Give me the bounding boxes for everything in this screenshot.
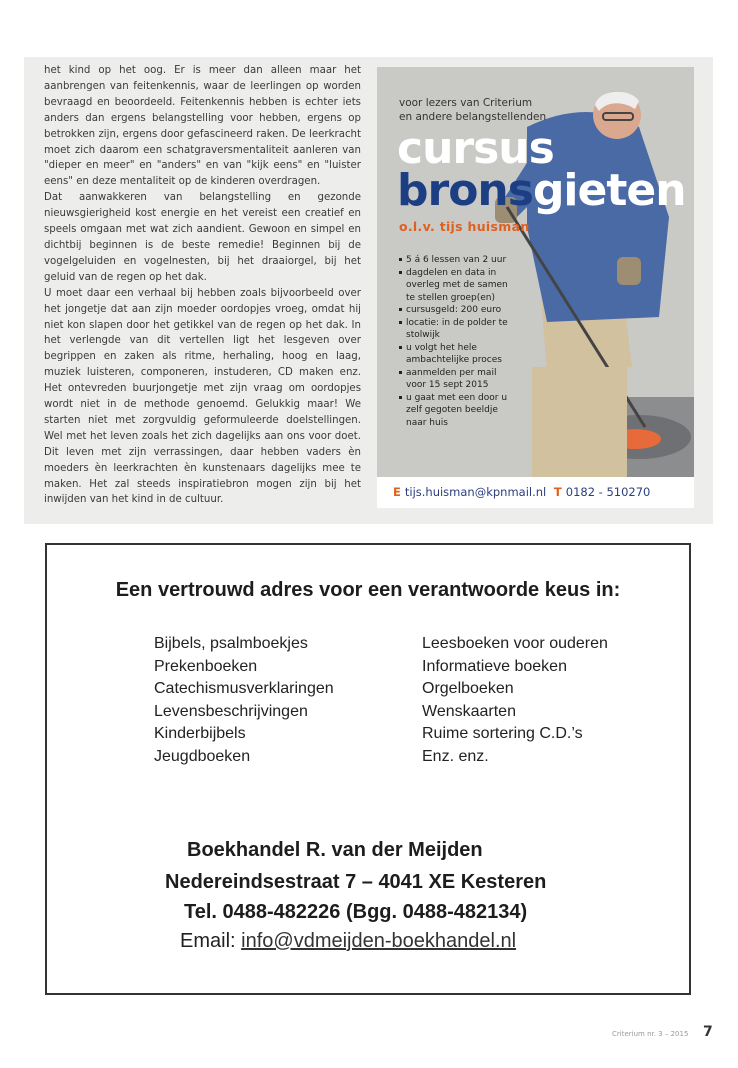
- list-item: Orgelboeken: [422, 680, 514, 697]
- article-paragraph: U moet daar een verhaal bij hebben zoals bijvoorbeeld over het jongetje dat aan zijn moeder oordopjes vroeg, omdat hij niet kon slapen door het getikkel van de regen op het dak. In het verlengde van dit vertellen ligt het lesgeven over begrippen en zaken als ritme, herhaling, hoog en laag, muziek luisteren, componeren, instuderen, CD maken enz. Het ontevreden buurjongetje met zijn vraag om oordopjes wordt niet in de methode genoemd. Gelukkig maar! We starten niet met zorgvuldig geformuleerde doelstellingen. Wel met het leven zoals het zich dagelijks aan ons voor doet. Dit leven met zijn verrassingen, daar hebben vaders èn moeders èn leerkrachten èn kunstenaars dagelijks mee te maken. Het zal steeds inspiratiebron mogen zijn bij het inwijden van het kind in de cultuur.: [44, 287, 361, 506]
- ad-intro: [399, 96, 546, 124]
- email-label: E: [393, 485, 401, 499]
- ad-contact-bar: [377, 477, 694, 508]
- categories-right: [422, 633, 608, 768]
- page-number: 7: [703, 1024, 713, 1040]
- course-advertisement: [377, 67, 694, 508]
- list-item: dagdelen en data in overleg met de samen te stellen groep(en): [399, 267, 519, 305]
- ad-email-link[interactable]: tijs.huisman@kpnmail.nl: [404, 485, 547, 499]
- list-item: Leesboeken voor ouderen: [422, 635, 608, 652]
- shop-email-label: Email:: [180, 930, 236, 952]
- ad-title-line2: [397, 167, 686, 215]
- list-item: Informatieve boeken: [422, 657, 567, 675]
- list-item: Bijbels, psalmboekjes: [154, 635, 308, 652]
- list-item: locatie: in de polder te stolwijk: [399, 317, 519, 342]
- shop-email: [180, 930, 516, 953]
- ad-details-list: [399, 254, 519, 429]
- list-item: Catechismusverklaringen: [154, 680, 334, 697]
- list-item: Jeugdboeken: [154, 747, 251, 765]
- categories-left: [154, 633, 334, 768]
- ad-intro-line: en andere belangstellenden: [399, 111, 547, 123]
- bookshop-advertisement: [45, 543, 691, 995]
- list-item: cursusgeld: 200 euro: [399, 304, 519, 317]
- article-paragraph: het kind op het oog. Er is meer dan alleen maar het aanbrengen van feitenkennis, waar de leerlingen op worden bevraagd en beoordeeld. Feitenkennis hebben is echter iets anders dan ergens belangstelling voor hebben, ergens op betrokken zijn, ergens door gefascineerd raken. De leerkracht moet zich daarom een schatgraversmentaliteit aanleren van "dieper en meer" en "anders" en van "kijk eens" en "luister eens" en deze mentaliteit op de kinderen overdragen.: [44, 65, 361, 188]
- phone-label: T: [553, 485, 562, 499]
- shop-name: Boekhandel R. van der Meijden: [187, 839, 483, 861]
- article-paragraph: Dat aanwakkeren van belangstelling en gezonde nieuwsgierigheid kost energie en het vereist een creatief en speels omgaan met wat zich aandient. Gewoon en simpel en dichtbij beginnen is de beste remedie! Beginnen bij de vogelgeluiden en vogelnesten, bij het draaiorgel, bij het geluid van de regen op het dak.: [44, 192, 361, 283]
- list-item: aanmelden per mail voor 15 sept 2015: [399, 367, 519, 392]
- list-item: u gaat met een door u zelf gegoten beeldje naar huis: [399, 392, 519, 430]
- ad-title-line1: cursus: [397, 123, 554, 174]
- list-item: Levensbeschrijvingen: [154, 702, 308, 720]
- article-text: [44, 63, 361, 508]
- list-item: Enz. enz.: [422, 747, 489, 765]
- ad-title-brons: brons: [397, 165, 533, 216]
- ad-phone: 0182 - 510270: [565, 485, 651, 499]
- list-item: Wenskaarten: [422, 702, 516, 720]
- footer-source: Criterium nr. 3 – 2015: [612, 1030, 689, 1038]
- ad-title-gieten: gieten: [532, 165, 686, 216]
- ad-subtitle: o.l.v. tijs huisman: [399, 219, 530, 234]
- list-item: Prekenboeken: [154, 657, 258, 675]
- shop-email-link[interactable]: info@vdmeijden-boekhandel.nl: [241, 930, 517, 952]
- shop-phone: Tel. 0488-482226 (Bgg. 0488-482134): [184, 901, 528, 923]
- list-item: u volgt het hele ambachtelijke proces: [399, 342, 519, 367]
- shop-heading: Een vertrouwd adres voor een verantwoorde keus in:: [115, 579, 621, 601]
- list-item: 5 á 6 lessen van 2 uur: [399, 254, 519, 267]
- list-item: Kinderbijbels: [154, 725, 246, 742]
- shop-address: Nedereindsestraat 7 – 4041 XE Kesteren: [165, 871, 547, 893]
- list-item: Ruime sortering C.D.’s: [422, 725, 583, 742]
- ad-intro-line: voor lezers van Criterium: [399, 97, 533, 109]
